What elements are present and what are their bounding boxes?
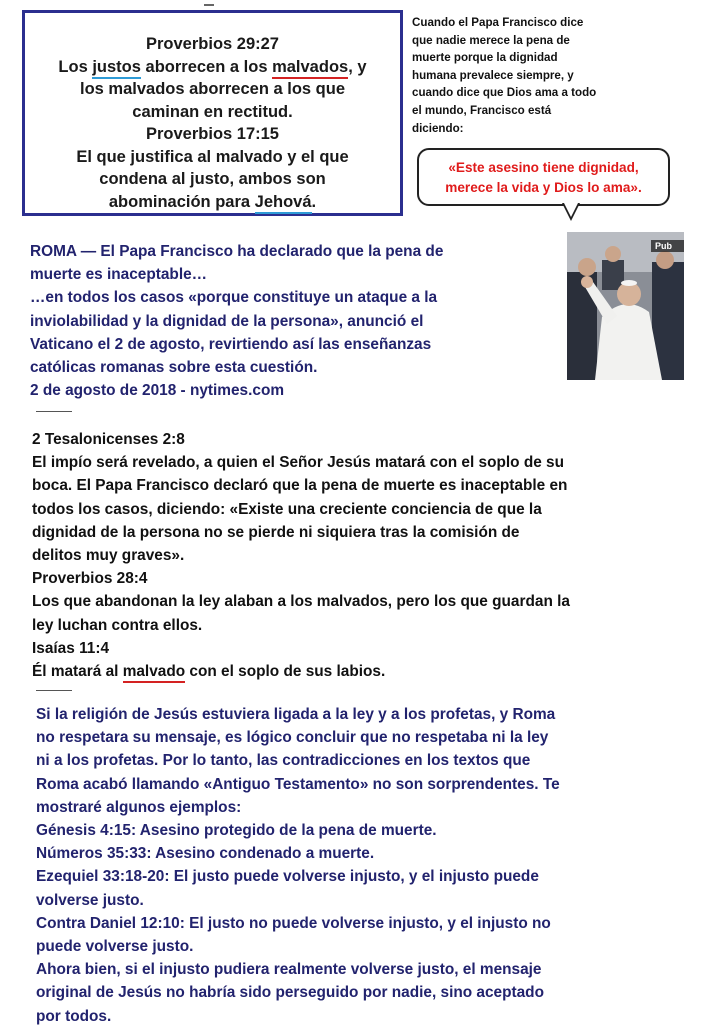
photo-watermark: Pub bbox=[655, 241, 672, 251]
pope-photo-illustration bbox=[567, 232, 684, 380]
quote-reference: Proverbios 29:27 bbox=[146, 35, 279, 53]
pope-photo bbox=[567, 232, 684, 380]
news-line: muerte es inaceptable… bbox=[30, 266, 208, 284]
scripture-reference: Isaías 11:4 bbox=[32, 639, 110, 657]
scripture-line: ley luchan contra ellos. bbox=[32, 616, 203, 634]
scripture-line: dignidad de la persona no se pierde ni siquiera tras la comisión de bbox=[32, 523, 520, 541]
intro-line: el mundo, Francisco está bbox=[412, 103, 552, 117]
underlined-word: Jehová bbox=[255, 193, 312, 214]
argument-line: Roma acabó llamando «Antiguo Testamento» no son sorprendentes. Te bbox=[36, 775, 560, 793]
intro-line: que nadie merece la pena de bbox=[412, 33, 570, 47]
quote-reference: Proverbios 17:15 bbox=[146, 125, 279, 143]
argument-line: volverse justo. bbox=[36, 891, 144, 909]
scripture-line: Él matará al malvado con el soplo de sus labios. bbox=[32, 660, 692, 683]
scripture-reference: Proverbios 28:4 bbox=[32, 570, 148, 588]
quote-line: condena al justo, ambos son bbox=[99, 170, 326, 188]
argument-section bbox=[36, 703, 696, 1028]
argument-line: Ahora bien, si el injusto pudiera realmente volverse justo, el mensaje bbox=[36, 961, 542, 979]
news-line: inviolabilidad y la dignidad de la persona», anunció el bbox=[30, 312, 424, 330]
intro-line: muerte porque la dignidad bbox=[412, 51, 558, 65]
argument-line: Contra Daniel 12:10: El justo no puede volverse injusto, y el injusto no bbox=[36, 914, 551, 932]
bubble-line: merece la vida y Dios lo ama». bbox=[445, 180, 642, 195]
news-line: …en todos los casos «porque constituye un ataque a la bbox=[30, 289, 438, 307]
scripture-section bbox=[32, 428, 692, 683]
quote-line: caminan en rectitud. bbox=[132, 102, 293, 121]
bubble-line: «Este asesino tiene dignidad, bbox=[448, 160, 639, 175]
argument-line: Si la religión de Jesús estuviera ligada a la ley y a los profetas, y Roma bbox=[36, 706, 556, 723]
argument-line: puede volverse justo. bbox=[36, 938, 194, 956]
news-paragraph bbox=[30, 240, 560, 402]
argument-line: Génesis 4:15: Asesino protegido de la pena de muerte. bbox=[36, 822, 437, 840]
argument-line: Ezequiel 33:18-20: El justo puede volverse injusto, y el injusto puede bbox=[36, 868, 539, 886]
argument-line: original de Jesús no habría sido perseguido por nadie, sino aceptado bbox=[36, 984, 544, 1002]
news-source: 2 de agosto de 2018 - nytimes.com bbox=[30, 382, 285, 400]
underlined-word: justos bbox=[92, 58, 141, 79]
pope-intro-text bbox=[412, 14, 692, 137]
speech-bubble-tail-fill bbox=[564, 203, 578, 217]
divider-mark bbox=[204, 4, 214, 6]
scripture-line: todos los casos, diciendo: «Existe una creciente conciencia de que la bbox=[32, 500, 542, 518]
scripture-line: El impío será revelado, a quien el Señor Jesús matará con el soplo de su bbox=[32, 454, 565, 472]
news-line: ROMA — El Papa Francisco ha declarado que la pena de bbox=[30, 243, 444, 260]
underlined-word: malvado bbox=[123, 663, 185, 683]
quote-line: Los justos aborrecen a los malvados, y bbox=[25, 56, 400, 79]
news-line: Vaticano el 2 de agosto, revirtiendo así las enseñanzas bbox=[30, 335, 432, 353]
intro-line: cuando dice que Dios ama a todo bbox=[412, 86, 597, 100]
underlined-word: malvados bbox=[272, 58, 348, 79]
scripture-line: delitos muy graves». bbox=[32, 547, 185, 565]
scripture-reference: 2 Tesalonicenses 2:8 bbox=[32, 431, 185, 448]
argument-line: por todos. bbox=[36, 1007, 112, 1025]
intro-line: Cuando el Papa Francisco dice bbox=[412, 16, 584, 29]
intro-line: humana prevalece siempre, y bbox=[412, 68, 574, 82]
argument-line: mostraré algunos ejemplos: bbox=[36, 798, 242, 816]
section-divider bbox=[36, 411, 72, 412]
quote-line: El que justifica al malvado y el que bbox=[76, 147, 349, 166]
argument-line: no respetara su mensaje, es lógico concluir que no respetaba ni la ley bbox=[36, 729, 549, 747]
scripture-line: Los que abandonan la ley alaban a los malvados, pero los que guardan la bbox=[32, 593, 570, 611]
quote-line: los malvados aborrecen a los que bbox=[79, 80, 345, 98]
argument-line: ni a los profetas. Por lo tanto, las contradicciones en los textos que bbox=[36, 752, 531, 770]
intro-line: diciendo: bbox=[412, 121, 464, 135]
section-divider bbox=[36, 690, 72, 691]
scripture-quote-box bbox=[22, 10, 403, 216]
news-line: católicas romanas sobre esta cuestión. bbox=[30, 359, 318, 377]
quote-line: abominación para Jehová. bbox=[25, 191, 400, 214]
argument-line: Números 35:33: Asesino condenado a muerte. bbox=[36, 845, 375, 863]
speech-bubble bbox=[417, 148, 670, 206]
scripture-line: boca. El Papa Francisco declaró que la pena de muerte es inaceptable en bbox=[32, 477, 568, 495]
